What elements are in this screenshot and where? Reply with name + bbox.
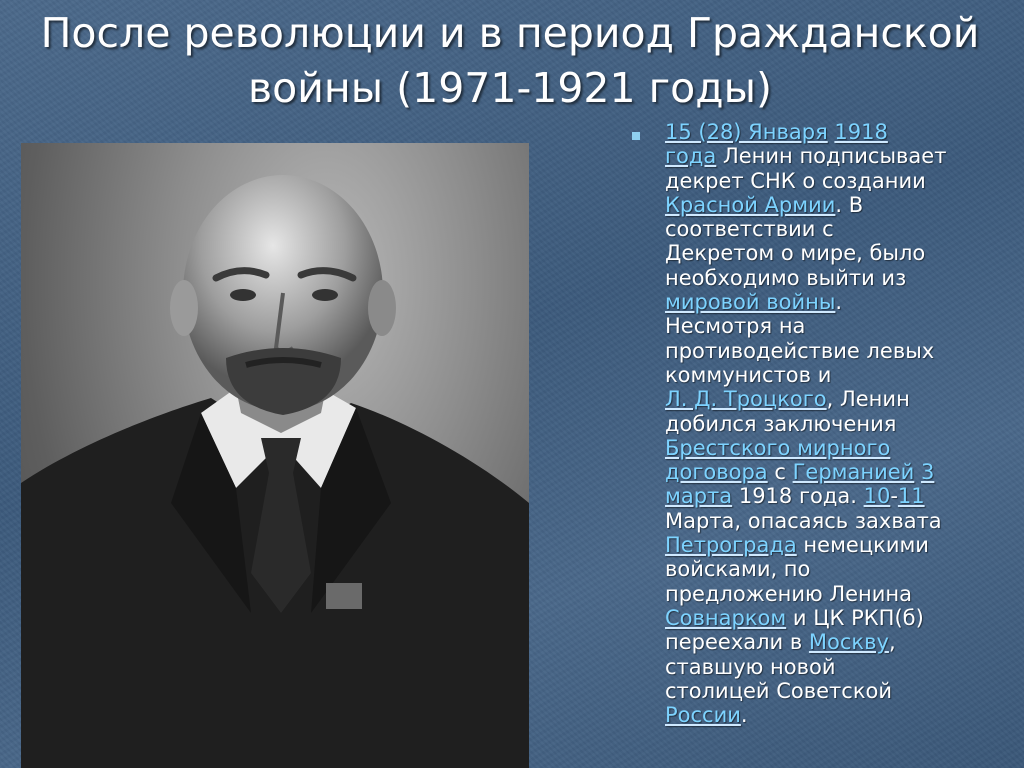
text-segment [914,460,921,484]
text-segment: , Ленин [826,387,910,412]
title-line: После революции и в период Гражданской [40,9,980,57]
text-line [665,241,985,265]
text-segment: предложению Ленина [665,581,913,606]
text-segment: Декретом о мире, было [665,241,926,266]
text-segment: Ленин подписывает [716,144,947,169]
text-segment: войсками, по [665,557,811,582]
hyperlink[interactable]: Л. Д. Троцкого [665,387,827,412]
text-line [665,412,985,436]
text-line [665,460,985,484]
text-line [665,363,985,387]
hyperlink[interactable]: договора [665,460,768,485]
hyperlink[interactable]: России [665,703,741,728]
slide-title [40,6,980,116]
portrait-illustration [21,143,529,768]
text-line [665,193,985,217]
text-segment: - [890,484,898,509]
text-line [665,606,985,630]
text-line [665,582,985,606]
text-line [665,169,985,193]
text-line [665,484,985,508]
text-segment: столицей Советской [665,678,893,703]
text-segment: немецкими [796,533,929,558]
text-segment: и ЦК РКП(б) [786,605,924,630]
text-line [665,533,985,557]
bullet-text [665,120,985,727]
hyperlink[interactable]: мировой войны [665,290,836,315]
text-segment: необходимо выйти из [665,265,907,290]
hyperlink[interactable]: Петрограда [665,533,797,558]
hyperlink[interactable]: 1918 [834,120,888,144]
text-line [665,144,985,168]
text-segment: Несмотря на [665,314,806,339]
hyperlink[interactable]: Германией [792,460,915,485]
text-segment: 1918 года. [732,484,864,509]
text-segment: . В [835,192,864,217]
square-bullet-icon [632,132,640,140]
text-segment: Марта, опасаясь захвата [665,508,942,533]
hyperlink[interactable]: марта [665,484,733,509]
text-segment: добился заключения [665,411,897,436]
text-line [665,679,985,703]
text-segment: ставшую новой [665,654,836,679]
hyperlink[interactable]: Красной Армии [665,192,836,217]
text-segment: , [888,630,896,655]
text-segment: . [835,290,843,315]
text-segment: соответствии с [665,217,834,242]
hyperlink[interactable]: года [665,144,717,169]
text-segment: коммунистов и [665,362,832,387]
text-line [665,630,985,654]
text-segment: переехали в [665,630,809,655]
hyperlink[interactable]: 15 (28) Января [665,120,828,144]
hyperlink[interactable]: 10 [863,484,891,509]
text-line [665,703,985,727]
title-line: войны (1971-1921 годы) [248,64,772,112]
hyperlink[interactable]: Совнарком [665,605,787,630]
text-line [665,509,985,533]
text-segment: . [740,703,748,728]
text-line [665,387,985,411]
text-line [665,314,985,338]
hyperlink[interactable]: Москву [808,630,889,655]
hyperlink[interactable]: Брестского мирного [665,435,891,460]
text-line [665,339,985,363]
portrait-photo [21,143,529,768]
text-line [665,290,985,314]
text-segment: с [767,460,793,485]
text-segment: противодействие левых [665,338,935,363]
text-line [665,557,985,581]
text-line [665,436,985,460]
text-segment: декрет СНК о создании [665,168,926,193]
text-line [665,120,985,144]
hyperlink[interactable]: 3 [921,460,935,485]
text-line [665,266,985,290]
text-line [665,217,985,241]
text-line [665,655,985,679]
hyperlink[interactable]: 11 [897,484,925,509]
